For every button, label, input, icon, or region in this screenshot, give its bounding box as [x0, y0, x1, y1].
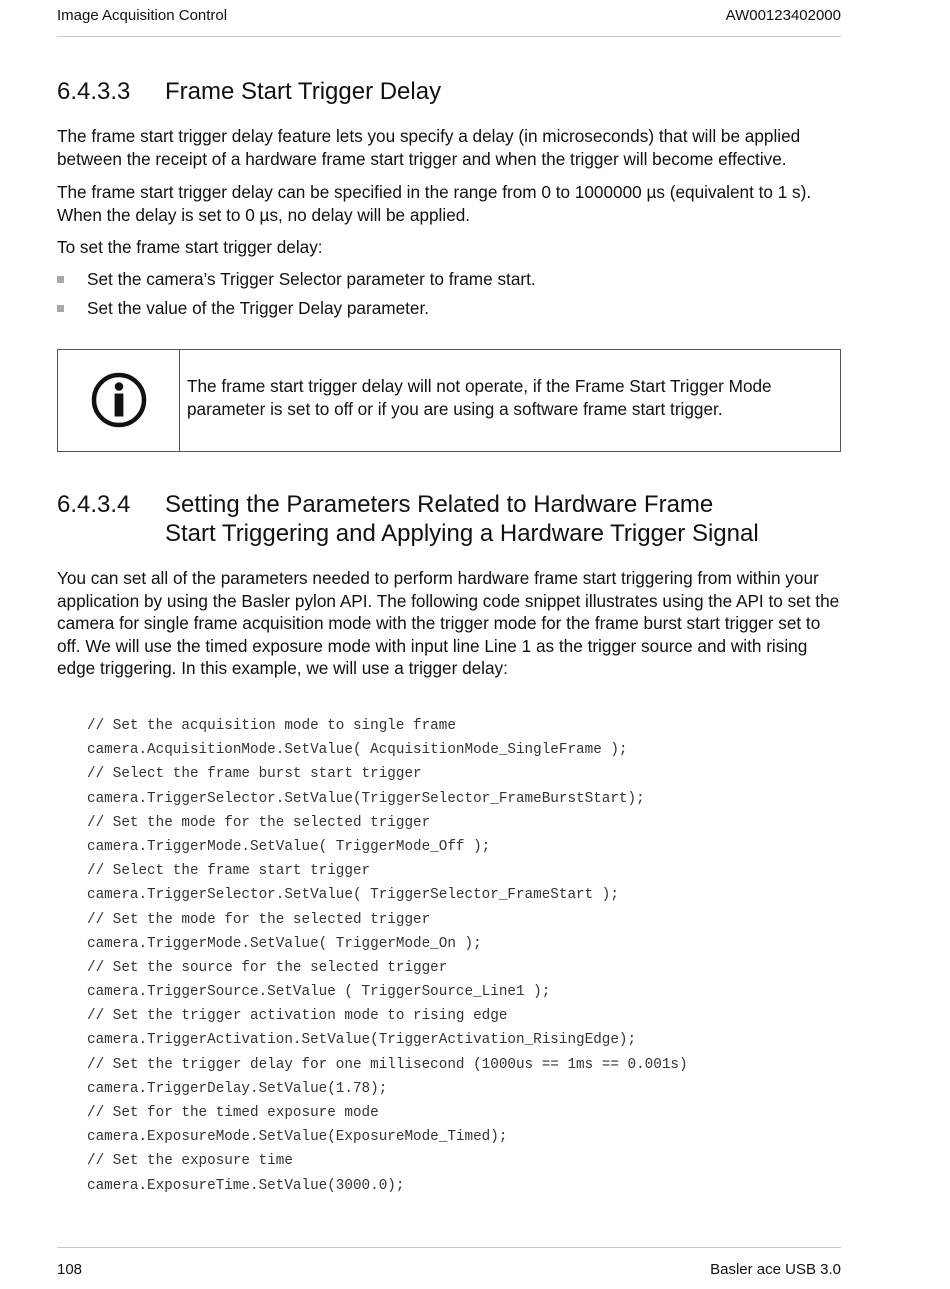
section-title-line-1: Setting the Parameters Related to Hardware Frame — [165, 491, 714, 518]
code-line: // Select the frame start trigger — [87, 863, 371, 880]
code-line: camera.ExposureMode.SetValue(ExposureMode_Timed); — [87, 1129, 508, 1146]
code-line: // Select the frame burst start trigger — [87, 766, 422, 783]
header-chapter-title: Image Acquisition Control — [57, 7, 228, 24]
section-number: 6.4.3.3 — [57, 78, 131, 105]
code-line: camera.TriggerSelector.SetValue(TriggerSelector_FrameBurstStart); — [87, 790, 645, 807]
code-line: // Set the trigger activation mode to rising edge — [87, 1008, 508, 1025]
section-number: 6.4.3.4 — [57, 491, 131, 518]
code-line: // Set the exposure time — [87, 1153, 293, 1170]
note-icon-cell — [58, 350, 180, 451]
code-line: // Set the acquisition mode to single frame — [87, 718, 456, 734]
page-footer — [57, 1247, 841, 1278]
code-line: // Set the source for the selected trigger — [87, 959, 448, 976]
bullet-text: Set the camera’s Trigger Selector parameter to frame start. — [87, 269, 536, 289]
code-line: camera.TriggerSelector.SetValue( TriggerSelector_FrameStart ); — [87, 887, 619, 904]
header-document-id: AW00123402000 — [725, 7, 841, 24]
bullet-marker — [57, 305, 64, 312]
paragraph-api-description: You can set all of the parameters needed to perform hardware frame start triggering from within your application by using the Basler pylon API. The following code snippet illustrates using the API to set the camera for single frame acquisition mode with the trigger mode for the frame burst start trigger set to off. We will use the timed exposure mode with input line Line 1 as the trigger source and with rising edge triggering. In this example, we will use a trigger delay: — [57, 568, 840, 678]
code-line: camera.TriggerDelay.SetValue(1.78); — [87, 1080, 388, 1097]
page-number: 108 — [57, 1261, 83, 1278]
section-title: Frame Start Trigger Delay — [165, 78, 442, 105]
info-icon — [91, 372, 147, 428]
note-box — [57, 349, 841, 452]
code-line: camera.TriggerSource.SetValue ( TriggerSource_Line1 ); — [87, 984, 551, 1001]
note-text: The frame start trigger delay will not operate, if the Frame Start Trigger Mode parameter is set to off or if you are using a software frame start trigger. — [187, 376, 772, 419]
bullet-text: Set the value of the Trigger Delay parameter. — [87, 298, 430, 318]
code-snippet — [87, 714, 688, 1198]
code-line: camera.TriggerMode.SetValue( TriggerMode_On ); — [87, 935, 482, 952]
footer-product-name: Basler ace USB 3.0 — [710, 1261, 841, 1278]
code-line: // Set for the timed exposure mode — [87, 1105, 379, 1121]
code-line: camera.TriggerMode.SetValue( TriggerMode_Off ); — [87, 838, 491, 855]
paragraph-range: The frame start trigger delay can be specified in the range from 0 to 1000000 µs (equivalent to 1 s). When the delay is set to 0 µs, no delay will be applied. — [57, 182, 812, 225]
paragraph-steps-intro: To set the frame start trigger delay: — [57, 237, 323, 257]
code-line: camera.TriggerActivation.SetValue(TriggerActivation_RisingEdge); — [87, 1032, 637, 1049]
section-title-line-2: Start Triggering and Applying a Hardware Trigger Signal — [165, 520, 759, 547]
code-line: // Set the mode for the selected trigger — [87, 814, 431, 831]
code-line: camera.AcquisitionMode.SetValue( AcquisitionMode_SingleFrame ); — [87, 742, 628, 759]
code-line: // Set the trigger delay for one millisecond (1000us == 1ms == 0.001s) — [87, 1056, 688, 1073]
page-header — [57, 6, 841, 37]
code-line: camera.ExposureTime.SetValue(3000.0); — [87, 1177, 405, 1194]
bullet-marker — [57, 276, 64, 283]
code-line: // Set the mode for the selected trigger — [87, 911, 431, 928]
paragraph-intro: The frame start trigger delay feature lets you specify a delay (in microseconds) that will be applied between the receipt of a hardware frame start trigger and when the trigger will become effective. — [57, 126, 801, 169]
